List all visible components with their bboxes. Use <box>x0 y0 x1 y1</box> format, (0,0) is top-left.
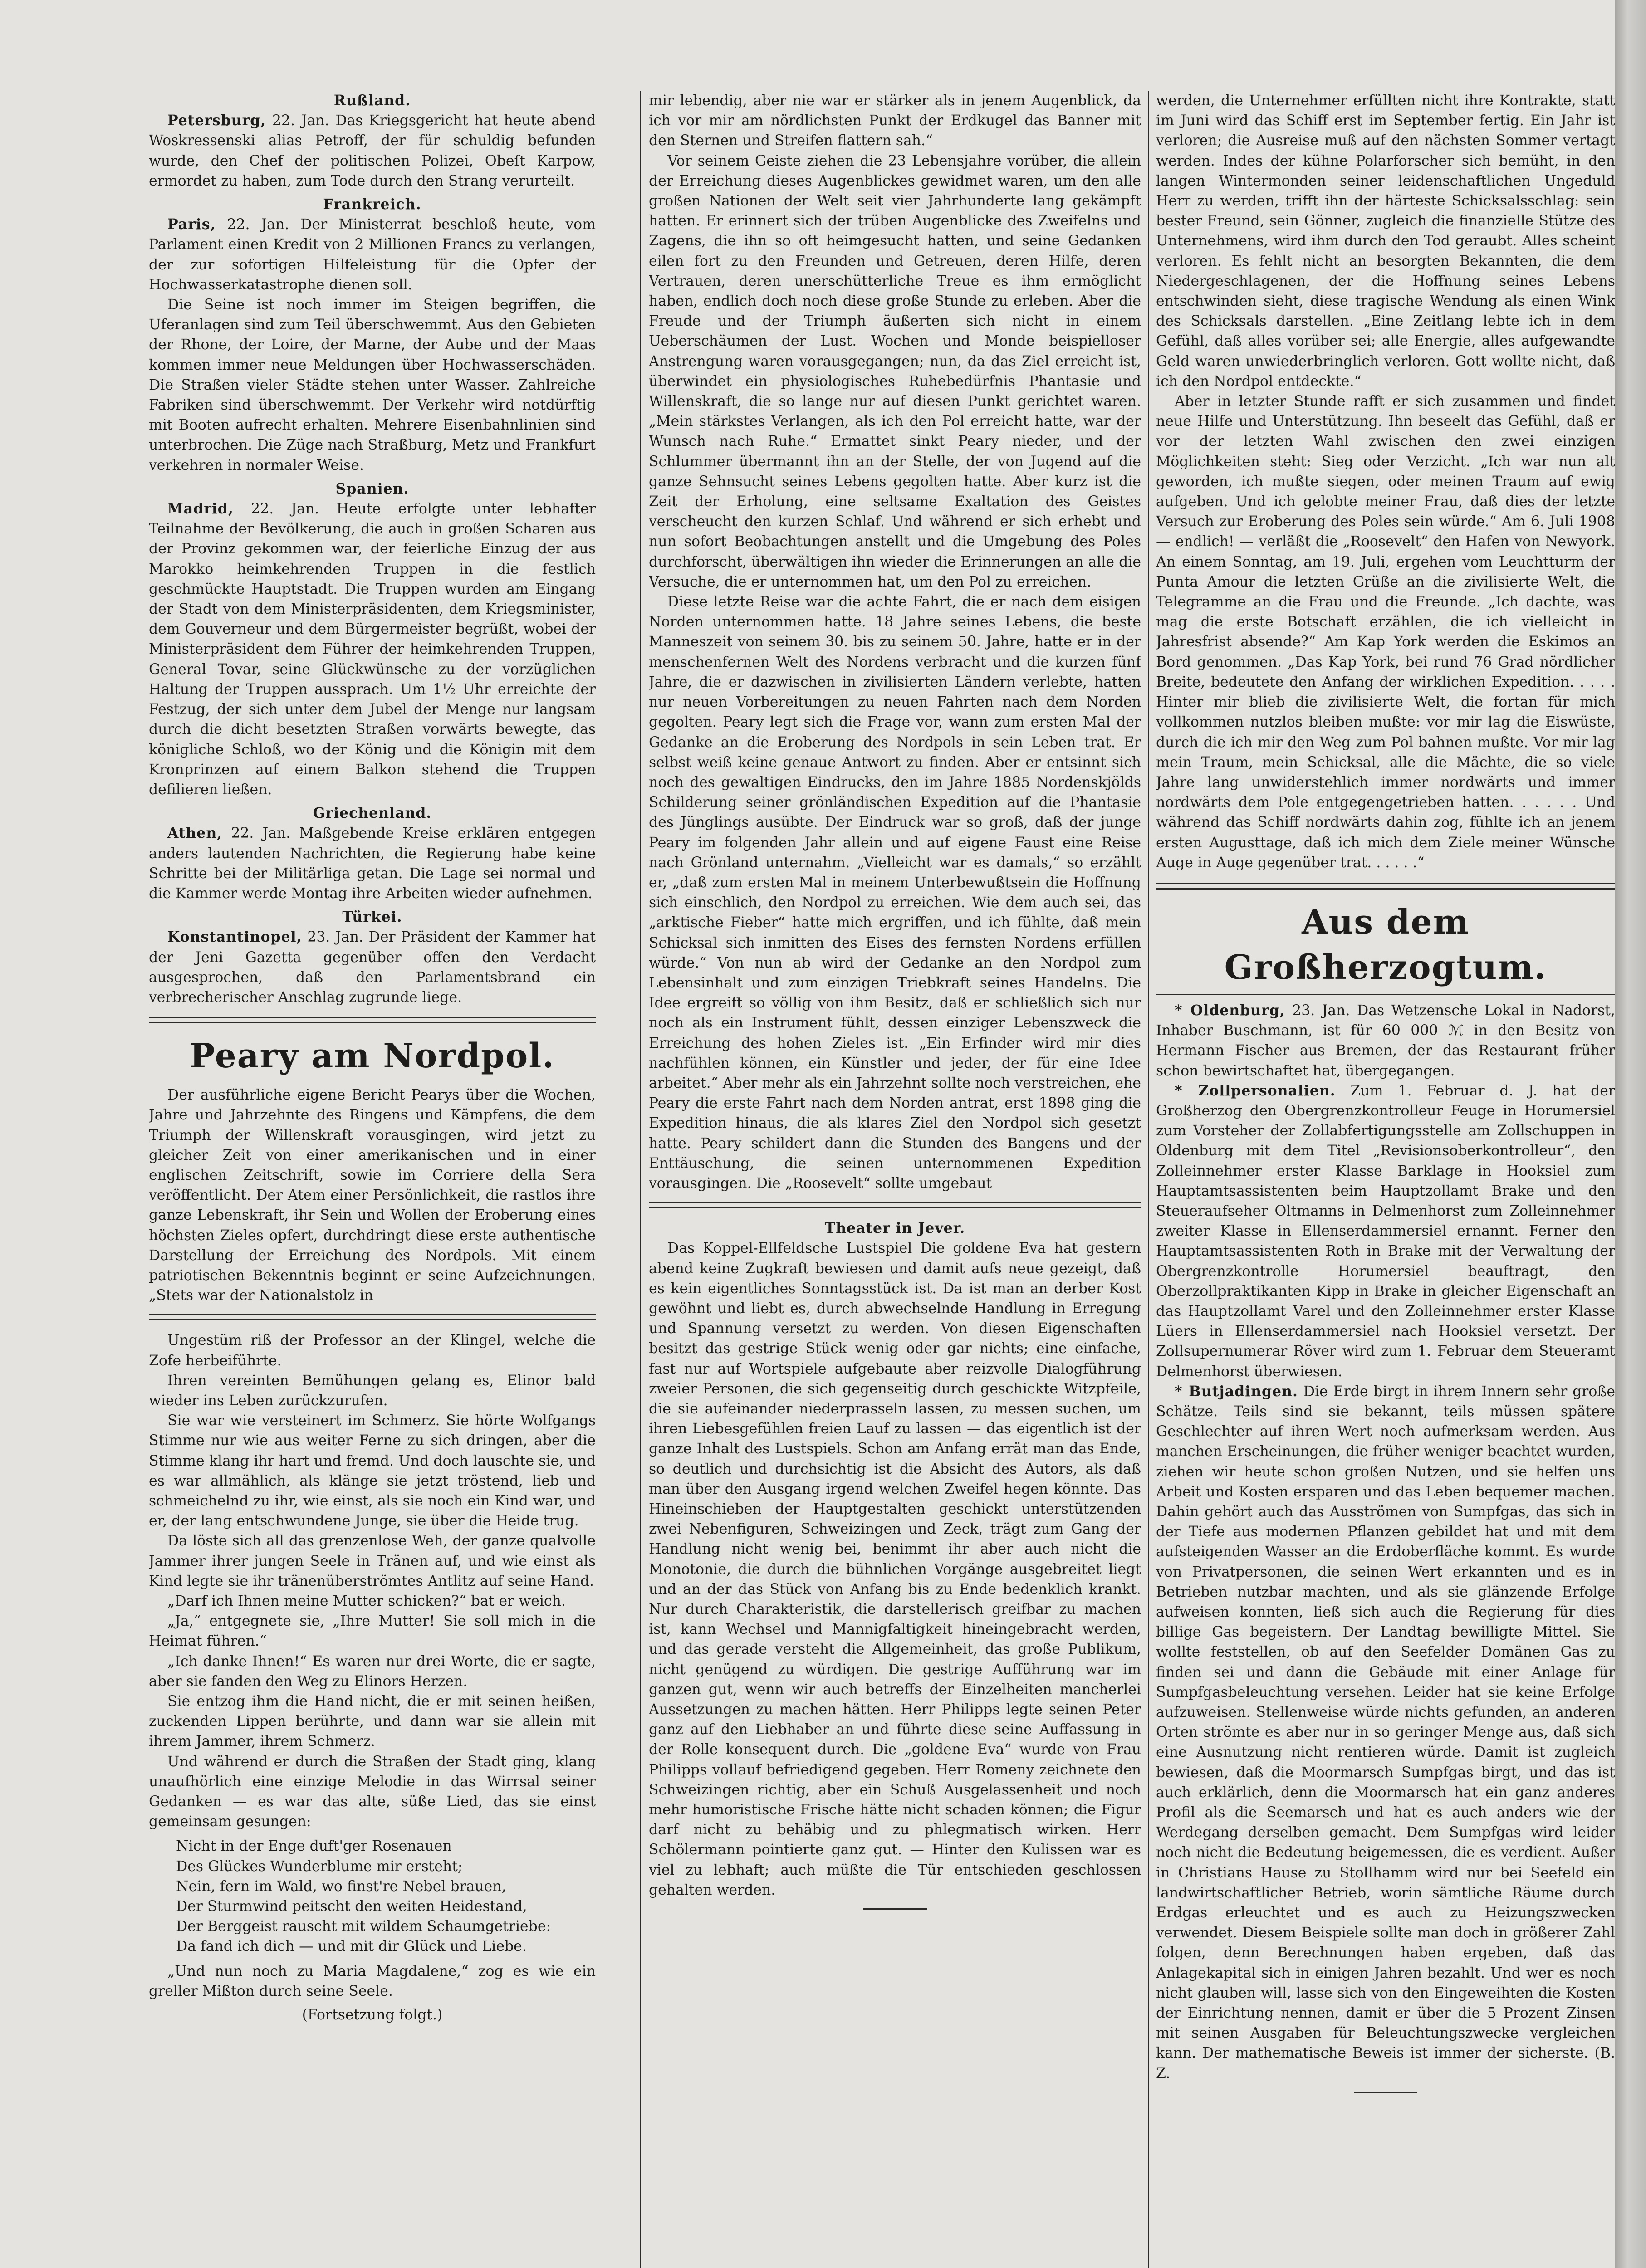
page-edge-shadow <box>1615 0 1646 2268</box>
novel-paragraph: Sie entzog ihm die Hand nicht, die er mit seinen heißen, zuckenden Lippen berührte, und dann war sie allein mit ihrem Jammer, ihrem Schmerz. <box>149 1693 596 1750</box>
column-rule <box>640 91 641 2268</box>
section-divider <box>149 1017 596 1023</box>
review-paragraph: Das Koppel-Ellfeldsche Lustspiel Die goldene Eva hat gestern abend keine Zugkraft bewiesen und damit aufs neue gezeigt, daß es kein eigentliches Sonntagsstück ist. Da ist man an derber Kost gewöhnt und liebt es, durch abwechselnde Handlung in Erregung und Spannung versetzt zu werden. Von diesen Eigenschaften besitzt das gestrige Stück wenig oder gar nichts; eine einfache, fast nur auf Wortspiele aufgebaute aber reizvolle Dialogführung zweier Personen, die sich gegenseitig durch geschickte Witzpfeile, die sie aufeinander niederprasseln lassen, zu messen suchen, um ihren Liebesgefühlen freien Lauf zu lassen — das eigentlich ist der ganze Inhalt des Lustspiels. Schon am Anfang errät man das Ende, so deutlich und durchsichtig ist die Absicht des Autors, als daß man über den Ausgang irgend welchen Zweifel hegen könnte. Das Hineinschieben der Hauptgestalten geschickt unterstützenden zwei Nebenfiguren, Schweizingen und Zeck, trägt zum Gang der Handlung nicht wenig bei, benimmt ihr aber auch nicht die Monotonie, die durch die bühnlichen Vorgänge ausgebreitet liegt und an der das Stück von Anfang bis zu Ende bedenklich krankt. Nur durch Charakteristik, die darstellerisch greifbar zu machen ist, kann Wechsel und Mannigfaltigkeit hineingebracht werden, und das gerade versteht die Allgemeinheit, das große Publikum, nicht genügend zu würdigen. Die gestrige Aufführung war im ganzen gut, wenn wir auch betreffs der Einzelheiten mancherlei Aussetzungen zu machen hätten. Herr Philipps legte seinen Peter ganz auf den Liebhaber an und führte diese seine Auffassung in der Rolle konsequent durch. Die „goldene Eva“ wurde von Frau Philipps vollauf befriedigend gegeben. Herr Romeny zeichnete den Schweizingen richtig, aber ein Schuß Ausgelassenheit und noch mehr humoristische Frische hätte nicht schaden können; die Figur darf nicht zu behäbig und zu phlegmatisch wirken. Herr Schölermann pointierte ganz gut. — Hinter den Kulissen war es viel zu lebhaft; auch müßte die Tür entschieden geschlossen gehalten werden. <box>649 1240 1141 1898</box>
section-divider <box>1156 883 1615 890</box>
novel-paragraph: Sie war wie versteinert im Schmerz. Sie hörte Wolfgangs Stimme nur wie aus weiter Ferne zu sich dringen, aber die Stimme klang ihr hart und fremd. Und doch lauschte sie, und es war allmählich, als klänge sie jetzt tröstend, lieb und schmeichelnd zu ihr, wie einst, als sie noch ein Kind war, und er, der lang entschwundene Junge, sie über die Heide trug. <box>149 1413 596 1530</box>
news-item: Madrid, 22. Jan. Heute erfolgte unter lebhafter Teilnahme der Bevölkerung, die auch in großen Scharen aus der Provinz gekommen war, der feierliche Einzug der aus Marokko heimkehrenden Truppen in die festlich geschmückte Hauptstadt. Die Truppen wurden am Eingang der Stadt von dem Ministerpräsidenten, dem Kriegsminister, dem Gouverneur und dem Bürgermeister begrüßt, wobei der Ministerpräsident dem Führer der heimkehrenden Truppen, General Tovar, seine Glückwünsche zu der vorzüglichen Haltung der Truppen aussprach. Um 1½ Uhr erreichte der Festzug, der sich unter dem Jubel der Menge nur langsam durch die dicht besetzten Straßen vorwärts bewegte, das königliche Schloß, wo der König und die Königin mit dem Kronprinzen auf einem Balkon stehend die Truppen defilieren ließen. <box>149 500 596 798</box>
verse-line: Der Sturmwind peitscht den weiten Heidestand, <box>176 1898 527 1915</box>
feuilleton-divider <box>149 1314 596 1320</box>
section-heading: Theater in Jever. <box>824 1220 965 1237</box>
continuation-note: (Fortsetzung folgt.) <box>302 2007 443 2024</box>
news-item: Die Seine ist noch immer im Steigen begriffen, die Uferanlagen sind zum Teil überschwemmt. Aus den Gebieten der Rhone, der Loire, der Marne, der Aube und der Maas kommen immer neue Meldungen über Hochwasserschäden. Die Straßen vieler Städte stehen unter Wasser. Zahlreiche Fabriken sind überschwemmt. Der Verkehr wird notdürftig mit Booten aufrecht erhalten. Mehrere Eisenbahnlinien sind unterbrochen. Die Züge nach Straßburg, Metz und Frankfurt verkehren in normaler Weise. <box>149 297 596 474</box>
novel-paragraph: Ihren vereinten Bemühungen gelang es, Elinor bald wieder ins Leben zurückzurufen. <box>149 1372 596 1409</box>
column-2 <box>649 91 1141 2232</box>
section-heading: Türkei. <box>342 909 402 926</box>
novel-paragraph: „Ja,“ entgegnete sie, „Ihre Mutter! Sie soll mich in die Heimat führen.“ <box>149 1613 596 1650</box>
section-title: Aus dem Großherzogtum. <box>1224 902 1547 987</box>
news-item: * Zollpersonalien. Zum 1. Februar d. J. hat der Großherzog den Obergrenzkontrolleur Feuge in Horumersiel zum Vorsteher der Zollabfertigungsstelle am Zollschuppen in Oldenburg mit dem Titel „Revisionsoberkontrolleur“, den Zolleinnehmer erster Klasse Barklage in Hooksiel zum Hauptamtsassistenten beim Hauptzollamt Brake und den Steueraufseher Oltmanns in Delmenhorst zum Zolleinnehmer zweiter Klasse in Ellenserdammersiel ernannt. Ferner den Hauptamtsassistenten Roth in Brake mit der Verwaltung der Obergrenzkontrolle Horumersiel beauftragt, den Oberzollpraktikanten Kipp in Brake in gleicher Eigenschaft an das Hauptzollamt Varel und den Zolleinnehmer erster Klasse Lüers in Ellenserdammersiel nach Hooksiel versetzt. Der Zollsupernumerar Röver wird zum 1. Februar dem Steueramt Delmenhorst überwiesen. <box>1156 1082 1615 1380</box>
column-3 <box>1156 91 1615 2232</box>
article-title: Peary am Nordpol. <box>189 1036 555 1076</box>
section-heading: Rußland. <box>333 92 411 109</box>
article-paragraph: Vor seinem Geiste ziehen die 23 Lebensjahre vorüber, die allein der Erreichung dieses Augenblickes gewidmet waren, um den alle großen Nationen der Welt seit vier Jahrhunderte lang gekämpft hatten. Er erinnert sich der trüben Augenblicke des Zweifelns und Zagens, die ihn so oft heimgesucht hatten, und seine Gedanken eilen fort zu den Freunden und Getreuen, deren Hilfe, deren Vertrauen, deren unerschütterliche Treue es ihm ermöglicht haben, endlich doch noch diese große Stunde zu erleben. Aber die Freude und der Triumph äußerten sich nicht in einem Ueberschäumen der Lust. Wochen und Monde beispielloser Anstrengung waren vorausgegangen; nun, da das Ziel erreicht ist, überwindet ein physiologisches Ruhebedürfnis Phantasie und Willenskraft, die so lange nur auf diesen Punkt gerichtet waren. „Mein stärkstes Verlangen, als ich den Pol erreicht hatte, war der Wunsch nach Ruhe.“ Ermattet sinkt Peary nieder, und der Schlummer übermannt ihn an der Stelle, der von Jugend auf die ganze Sehnsucht seines Lebens gegolten hatte. Aber kurz ist die Zeit der Erholung, eine seltsame Exaltation des Geistes verscheucht den kurzen Schlaf. Und während er sich erhebt und nun sofort Beobachtungen anstellt und die Umgebung des Poles durchforscht, überwältigen ihn wieder die Erinnerungen an alle die Versuche, die er unternommen hat, um den Pol zu erreichen. <box>649 152 1141 590</box>
section-heading: Spanien. <box>335 480 409 497</box>
end-rule <box>1354 2092 1417 2093</box>
novel-paragraph: „Darf ich Ihnen meine Mutter schicken?“ bat er weich. <box>167 1593 566 1610</box>
novel-paragraph: „Ich danke Ihnen!“ Es waren nur drei Worte, die er sagte, aber sie fanden den Weg zu Elinors Herzen. <box>149 1653 596 1690</box>
article-paragraph: Der ausführliche eigene Bericht Pearys über die Wochen, Jahre und Jahrzehnte des Ringens und Kämpfens, die dem Triumph der Willenskraft vorausgingen, wird jetzt zu gleicher Zeit von einer amerikanischen und in einer englischen Zeitschrift, sowie im Corriere della Sera veröffentlicht. Der Atem einer Persönlichkeit, die rastlos ihre ganze Lebenskraft, ihr Sein und Wollen der Eroberung eines höchsten Zieles opfert, durchdringt diese erste authentische Darstellung der Erreichung des Nordpols. Mit einem patriotischen Bekenntnis beginnt er seine Aufzeichnungen. „Stets war der Nationalstolz in <box>149 1087 596 1304</box>
news-item: * Oldenburg, 23. Jan. Das Wetzensche Lokal in Nadorst, Inhaber Buschmann, ist für 60 000 ℳ in den Besitz von Hermann Fischer aus Bremen, der das Restaurant früher schon bewirtschaftet hat, übergegangen. <box>1156 1002 1615 1079</box>
news-item: Athen, 22. Jan. Maßgebende Kreise erklären entgegen anders lautenden Nachrichten, die Regierung habe keine Schritte bei der Militärliga getan. Die Lage sei normal und die Kammer werde Montag ihre Arbeiten wieder aufnehmen. <box>149 825 596 902</box>
news-item: Paris, 22. Jan. Der Ministerrat beschloß heute, vom Parlament einen Kredit von 2 Millionen Francs zu verlangen, der zur sofortigen Hilfeleistung für die Opfer der Hochwasserkatastrophe dienen soll. <box>149 216 596 293</box>
novel-paragraph: Ungestüm riß der Professor an der Klingel, welche die Zofe herbeiführte. <box>149 1332 596 1369</box>
news-item: Konstantinopel, 23. Jan. Der Präsident der Kammer hat der Jeni Gazetta gegenüber offen den Verdacht ausgesprochen, daß den Parlamentsbrand ein verbrecherischer Anschlag zugrunde liege. <box>149 929 596 1006</box>
section-divider <box>649 1202 1141 1208</box>
section-heading: Griechenland. <box>313 805 432 822</box>
verse-line: Des Glückes Wunderblume mir ersteht; <box>176 1858 463 1875</box>
end-rule <box>863 1908 927 1910</box>
section-heading: Frankreich. <box>323 196 421 213</box>
novel-paragraph: „Und nun noch zu Maria Magdalene,“ zog es wie ein greller Mißton durch seine Seele. <box>149 1963 596 1999</box>
novel-paragraph: Da löste sich all das grenzenlose Weh, der ganze qualvolle Jammer ihrer jungen Seele in Tränen auf, und wie einst als Kind legte sie ihr tränenüberströmtes Antlitz auf seine Hand. <box>149 1533 596 1589</box>
poem <box>149 1836 596 1956</box>
verse-line: Da fand ich dich — und mit dir Glück und Liebe. <box>176 1938 527 1955</box>
article-paragraph: Aber in letzter Stunde rafft er sich zusammen und findet neue Hilfe und Unterstützung. Ihn beseelt das Gefühl, daß er vor der letzten Wahl zwischen den zwei einzigen Möglichkeiten steht: Sieg oder Verzicht. „Ich war nun alt geworden, ich mußte siegen, oder meinen Traum auf ewig aufgeben. Und ich gelobte meiner Frau, daß dies der letzte Versuch zur Eroberung des Poles sein würde.“ Am 6. Juli 1908 — endlich! — verläßt die „Roosevelt“ den Hafen von Newyork. An einem Sonntag, am 19. Juli, ergehen vom Leuchtturm der Punta Amour die letzten Grüße an die zivilisierte Welt, die Telegramme an die Frau und die Freunde. „Ich dachte, was mag die erste Botschaft erzählen, die ich vielleicht in Jahresfrist absende?“ Am Kap York werden die Eskimos an Bord genommen. „Das Kap York, bei rund 76 Grad nördlicher Breite, bedeutete den Anfang der wirklichen Expedition. . . . . Hinter mir blieb die zivilisierte Welt, die fortan für mich vollkommen nutzlos bleiben mußte: vor mir lag die Eiswüste, durch die ich mir den Weg zum Pol bahnen mußte. Vor mir lag mein Traum, mein Schicksal, alle die Mächte, die so viele Jahre lang unwiderstehlich immer nordwärts und immer nordwärts dem Pole entgegengetrieben hatten. . . . . . Und während das Schiff nordwärts dahin zog, fühlte ich an jenem ersten Augusttage, daß ich mich dem Ziele meiner Wünsche Auge in Auge gegenüber trat. . . . . .“ <box>1156 393 1615 871</box>
verse-line: Nicht in der Enge duft'ger Rosenauen <box>176 1838 452 1855</box>
verse-line: Der Berggeist rauscht mit wildem Schaumgetriebe: <box>176 1918 551 1935</box>
article-paragraph: mir lebendig, aber nie war er stärker als in jenem Augenblick, da ich vor mir am nördlichsten Punkt der Erdkugel das Banner mit den Sternen und Streifen flattern sah.“ <box>649 93 1141 149</box>
title-rule <box>1156 994 1615 995</box>
article-paragraph: werden, die Unternehmer erfüllten nicht ihre Kontrakte, statt im Juni wird das Schiff erst im September fertig. Ein Jahr ist verloren; die Ausreise muß auf den nächsten Sommer vertagt werden. Indes der kühne Polarforscher sich bemüht, in den langen Wintermonden seiner leidenschaftlichen Ungeduld Herr zu werden, trifft ihn der härteste Schicksalsschlag: sein bester Freund, sein Gönner, zugleich die finanzielle Stütze des Unternehmens, wird ihm durch den Tod geraubt. Alles scheint verloren. Es fehlt nicht an besorgten Bekannten, die dem Niedergeschlagenen, der die Hoffnung seines Lebens entschwinden sieht, diese tragische Wendung als einen Wink des Schicksals darstellen. „Eine Zeitlang lebte ich in dem Gefühl, daß alles vorüber sei; alle Energie, alles aufgewandte Geld waren unwiederbringlich verloren. Gott wollte nicht, daß ich den Nordpol entdeckte.“ <box>1156 93 1615 390</box>
novel-paragraph: Und während er durch die Straßen der Stadt ging, klang unaufhörlich eine einzige Melodie in das Wirrsal seiner Gedanken — es war das alte, süße Lied, das sie einst gemeinsam gesungen: <box>149 1753 596 1830</box>
article-paragraph: Diese letzte Reise war die achte Fahrt, die er nach dem eisigen Norden unternommen hatte. 18 Jahre seines Lebens, die beste Manneszeit von seinem 30. bis zu seinem 50. Jahre, hatte er in der menschenfernen Welt des Nordens verbracht und die kurzen fünf Jahre, die er dazwischen in zivilisierten Ländern verlebte, hatten nur neuen Vorbereitungen zu neuen Fahrten nach dem Norden gegolten. Peary legt sich die Frage vor, wann zum ersten Mal der Gedanke an die Eroberung des Nordpols in sein Leben trat. Er selbst weiß keine genaue Antwort zu finden. Aber er entsinnt sich noch des gewaltigen Eindrucks, den im Jahre 1885 Nordenskjölds Schilderung seiner grönländischen Expedition auf die Phantasie des Jünglings ausübte. Der Eindruck war so groß, daß der junge Peary im folgenden Jahr allein und auf eigene Faust eine Reise nach Grönland unternahm. „Vielleicht war es damals,“ so erzählt er, „daß zum ersten Mal in meinem Unterbewußtsein die Hoffnung sich einschlich, den Nordpol zu erreichen. Wie dem auch sei, das „arktische Fieber“ hatte mich ergriffen, und ich fühlte, daß mein Schicksal sich inmitten des Eises des fernsten Nordens erfüllen würde.“ Von nun ab wird der Gedanke an den Nordpol zum Lebensinhalt und zum einzigen Triebkraft seines Handelns. Die Idee ergreift so völlig von ihm Besitz, daß er schließlich sich nur noch als ein Instrument fühlt, dessen einziger Lebenszweck die Erreichung des hohen Zieles ist. „Ein Erfinder wird mir dies nachfühlen können, ein Künstler und jeder, der für eine Idee arbeitet.“ Aber mehr als ein Jahrzehnt sollte noch verstreichen, ehe Peary die erste Fahrt nach dem Norden antrat, erst 1898 ging die Expedition hinaus, die als klares Ziel den Nordpol sich gesetzt hatte. Peary schildert dann die Stunden des Bangens und der Enttäuschung, die seinen unternommenen Expedition vorausgingen. Die „Roosevelt“ sollte umgebaut <box>649 594 1141 1192</box>
verse-line: Nein, fern im Wald, wo finst're Nebel brauen, <box>176 1878 506 1895</box>
news-item: Petersburg, 22. Jan. Das Kriegsgericht hat heute abend Woskressenski alias Petroff, der für schuldig befunden wurde, den Chef der politischen Polizei, Obeſt Karpow, ermordet zu haben, zum Tode durch den Strang verurteilt. <box>149 112 596 189</box>
column-rule <box>1148 91 1149 2268</box>
news-item: * Butjadingen. Die Erde birgt in ihrem Innern sehr große Schätze. Teils sind sie bekannt, teils müssen spätere Geschlechter auf ihren Wert noch aufmerksam werden. Aus manchen Erscheinungen, die früher weniger beachtet wurden, ziehen wir heute schon großen Nutzen, und sie helfen uns Arbeit und Kosten ersparen und das Leben bequemer machen. Dahin gehört auch das Ausströmen von Sumpfgas, das sich in der Tiefe aus modernen Pflanzen gebildet hat und mit dem aufsteigenden Wasser an die Erdoberfläche kommt. Es wurde von Privatpersonen, die seinen Wert erkannten und es in Betrieben nutzbar machten, und als sie glänzende Erfolge aufweisen konnten, ließ sich auch die Regierung für dies billige Gas begeistern. Der Landtag bewilligte Mittel. Sie wollte feststellen, ob auf den Seefelder Domänen Gas zu finden sei und dann die Gebäude mit einer Anlage für Sumpfgasbeleuchtung versehen. Leider hat sie keine Erfolge aufzuweisen. Stellenweise würde nichts gefunden, an anderen Orten strömte es aber nur in so geringer Menge aus, daß sich eine Ausnutzung nicht rentieren würde. Damit ist zugleich bewiesen, daß die Moormarsch Sumpfgas birgt, und das ist auch erklärlich, denn die Moormarsch hat ein ganz anderes Profil als die Seemarsch und hat es auch anders wie der Werdegang derselben gemacht. Dem Sumpfgas wird leider noch nicht die Bedeutung beigemessen, die es verdient. Außer in Christians Hause zu Stollhamm wird nur bei Seefeld ein landwirtschaftlicher Betrieb, worin sämtliche Räume durch Erdgas erleuchtet und es auch zu Heizungszwecken verwendet. Diesem Beispiele sollte man doch in größerer Zahl folgen, denn Berechnungen haben ergeben, daß das Anlagekapital sich in einigen Jahren bezahlt. Und wer es noch nicht glauben will, lasse sich von den Eingeweihten die Kosten der Einrichtung nennen, damit er über die 5 Prozent Zinsen mit seinen Ausgaben für Beleuchtungszwecke vergleichen kann. Der mathematische Beweis ist immer der sicherste. (B. Z. <box>1156 1383 1615 2082</box>
column-1 <box>149 91 596 2232</box>
